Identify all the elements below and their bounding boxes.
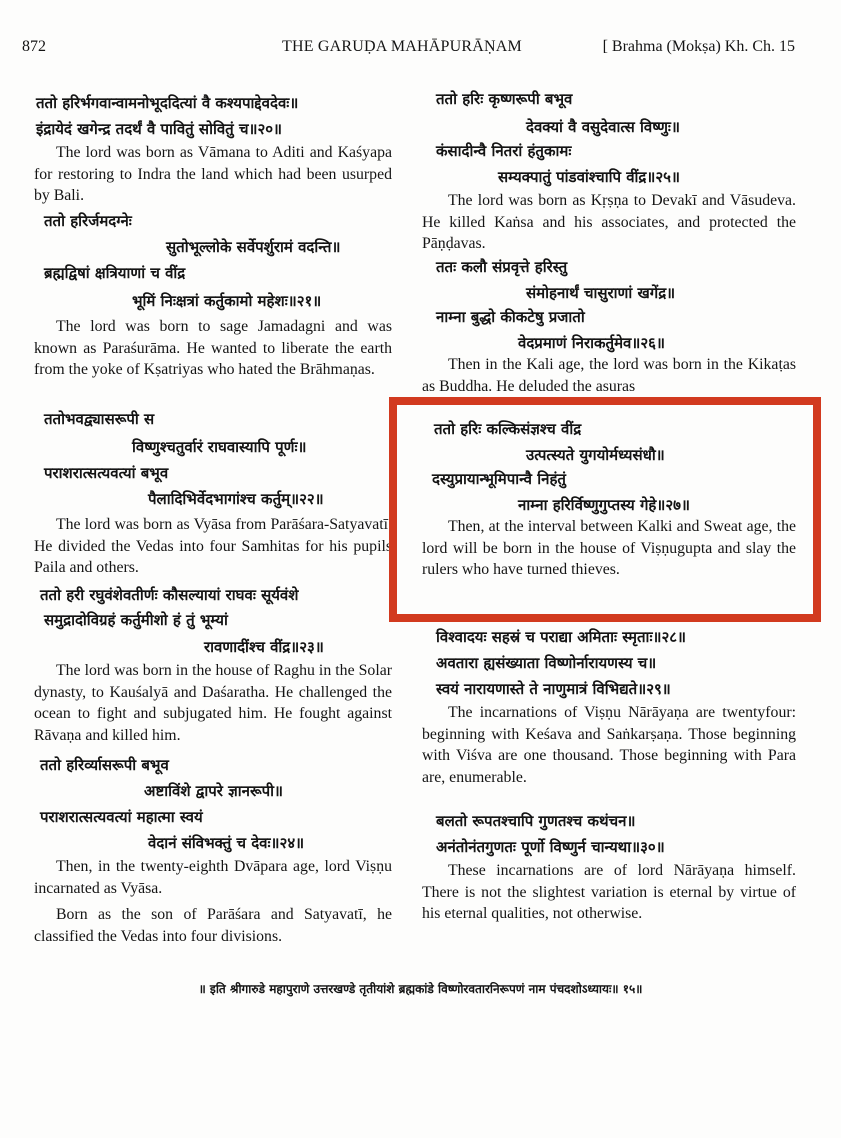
- translation-paragraph: Then in the Kali age, the lord was born in the Kikaṭas as Buddha. He deluded the asuras: [422, 356, 796, 395]
- translation-paragraph: The incarnations of Viṣṇu Nārāyaṇa are twentyfour: beginning with Keśava and Saṅkarṣaṇa. Those beginning with Viśva are one thousand. Those beginning with Para are, enumerable.: [422, 704, 796, 786]
- verse-line: अष्टाविंशे द्वापरे ज्ञानरूपी॥: [144, 782, 284, 800]
- verse-line: स्वयं नारायणास्ते ते नाणुमात्रं विभिद्यते॥२९॥: [436, 680, 671, 698]
- verse-line: सम्यक्पातुं पांडवांश्चापि वींद्र॥२५॥: [498, 168, 680, 186]
- verse-line: कंसादीन्वै नितरां हंतुकामः: [436, 142, 572, 160]
- translation-paragraph: Then, in the twenty-eighth Dvāpara age, lord Viṣṇu incarnated as Vyāsa.: [34, 858, 392, 897]
- verse-line: वेदप्रमाणं निराकर्तुमेव॥२६॥: [518, 334, 665, 352]
- translation-paragraph: These incarnations are of lord Nārāyaṇa himself. There is not the slightest variation is eternal by virtue of his eternal qualities, not otherwise.: [422, 862, 796, 922]
- book-title: THE GARUḌA MAHĀPURĀṆAM: [282, 38, 522, 55]
- page-number: 872: [22, 38, 46, 55]
- chapter-colophon: ॥ इति श्रीगारुडे महापुराणे उत्तरखण्डे तृतीयांशे ब्रह्मकांडे विष्णोरवतारनिरूपणं नाम पंचदशोऽध्यायः॥ १५॥: [198, 982, 643, 996]
- verse-line: इंद्रायेदं खगेन्द्र तदर्थं वै पावितुं सोवितुं च॥२०॥: [36, 120, 283, 138]
- translation-paragraph: Then, at the interval between Kalki and Sweat age, the lord will be born in the house of Viṣṇugupta and slay the rulers who have turned thieves.: [422, 518, 796, 578]
- verse-line: समुद्रादोविग्रहं कर्तुमीशो हं तुं भूम्यां: [44, 611, 228, 629]
- translation-paragraph: The lord was born as Vāmana to Aditi and Kaśyapa for restoring to Indra the land which had been usurped by Bali.: [34, 144, 392, 204]
- verse-line: संमोहनार्थं चासुराणां खगेंद्र॥: [526, 284, 676, 302]
- verse-line: पराशरात्सत्यवत्यां महात्मा स्वयं: [40, 808, 203, 826]
- translation-paragraph: Born as the son of Parāśara and Satyavatī, he classified the Vedas into four divisions.: [34, 906, 392, 945]
- verse-line: ततो हरिः कृष्णरूपी बभूव: [436, 90, 573, 108]
- verse-line: बलतो रूपतश्चापि गुणतश्च कथंचन॥: [436, 812, 636, 830]
- verse-line: ततः कलौ संप्रवृत्ते हरिस्तु: [436, 258, 568, 276]
- translation-paragraph: The lord was born to sage Jamadagni and was known as Paraśurāma. He wanted to liberate the earth from the yoke of Kṣatriyas who hated the Brāhmaṇas.: [34, 318, 392, 378]
- verse-line: ततो हरिर्व्यासरूपी बभूव: [40, 756, 169, 774]
- verse-line: ततोभवद्व्यासरूपी स: [44, 410, 155, 428]
- verse-line: विष्णुश्चतुर्वारं राघवास्यापि पूर्णः॥: [132, 438, 307, 456]
- verse-line: पैलादिभिर्वेदभागांश्च कर्तुम्॥२२॥: [148, 490, 324, 508]
- translation-paragraph: The lord was born in the house of Raghu in the Solar dynasty, to Kauśalyā and Daśaratha. He challenged the ocean to fight and subjugated him. He fought against Rāvaṇa and killed him.: [34, 662, 392, 744]
- verse-line: रावणादींश्च वींद्र॥२३॥: [204, 638, 324, 656]
- verse-line: पराशरात्सत्यवत्यां बभूव: [44, 464, 169, 482]
- verse-line: नाम्ना बुद्धो कीकटेषु प्रजातो: [436, 308, 585, 326]
- verse-line: ततो हरिः कल्किसंज्ञश्च वींद्र: [434, 420, 582, 438]
- verse-line: ततो हरिर्भगवान्वामनोभूददित्यां वै कश्यपाद्देवदेवः॥: [36, 94, 299, 112]
- translation-paragraph: The lord was born as Kṛṣṇa to Devakī and Vāsudeva. He killed Kaṅsa and his associates, and protected the Pāṇḍavas.: [422, 192, 796, 252]
- verse-line: ततो हरिर्जमदग्नेः: [44, 212, 132, 230]
- translation-paragraph: The lord was born as Vyāsa from Parāśara-Satyavatī. He divided the Vedas into four Samhitas for his pupils Paila and others.: [34, 516, 392, 576]
- verse-line: उत्पत्स्यते युगयोर्मध्यसंधौ॥: [526, 446, 665, 464]
- verse-line: भूमिं निःक्षत्रां कर्तुकामो महेशः॥२१॥: [132, 292, 322, 310]
- verse-line: ततो हरी रघुवंशेवतीर्णः कौसल्यायां राघवः सूर्यवंशे: [40, 586, 299, 604]
- verse-line: नाम्ना हरिर्विष्णुगुप्तस्य गेहे॥२७॥: [518, 496, 690, 514]
- highlight-box: [389, 397, 821, 622]
- verse-line: दस्युप्रायान्भूमिपान्वै निहंतुं: [432, 470, 566, 488]
- verse-line: ब्रह्मद्विषां क्षत्रियाणां च वींद्र: [44, 264, 186, 282]
- verse-line: देवक्यां वै वसुदेवात्स विष्णुः॥: [526, 118, 680, 136]
- verse-line: वेदानं संविभक्तुं च देवः॥२४॥: [148, 834, 305, 852]
- section-reference: [ Brahma (Mokṣa) Kh. Ch. 15: [602, 38, 795, 55]
- verse-line: अवतारा ह्यसंख्याता विष्णोर्नारायणस्य च॥: [436, 654, 657, 672]
- running-header: [0, 38, 841, 62]
- verse-line: अनंतोनंतगुणतः पूर्णो विष्णुर्न चान्यथा॥३०॥: [436, 838, 665, 856]
- verse-line: विश्वादयः सहस्रं च पराद्या अमिताः स्मृताः॥२८॥: [436, 628, 687, 646]
- verse-line: सुतोभूल्लोके सर्वेपर्शुरामं वदन्ति॥: [166, 238, 341, 256]
